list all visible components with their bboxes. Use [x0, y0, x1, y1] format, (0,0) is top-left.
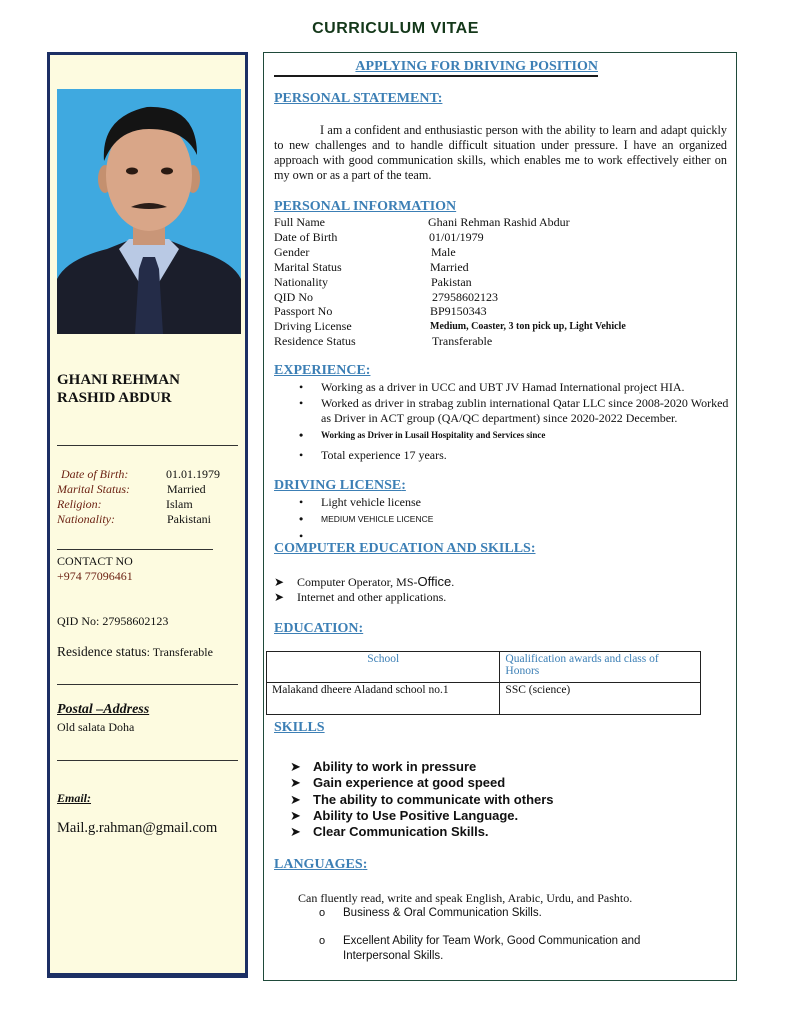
pi-row	[274, 230, 484, 244]
qid-number: QID No: 27958602123	[57, 614, 169, 628]
skill-item	[290, 808, 518, 824]
detail-value: Islam	[166, 497, 193, 511]
languages-heading: LANGUAGES:	[274, 857, 368, 872]
personal-statement-heading: PERSONAL STATEMENT:	[274, 91, 443, 106]
personal-info-heading: PERSONAL INFORMATION	[274, 199, 457, 214]
residence-value: : Transferable	[146, 645, 213, 659]
languages-heading-text: LANGUAGES	[274, 857, 363, 872]
pi-row	[274, 275, 472, 289]
profile-photo	[57, 89, 241, 334]
arrow-icon: ➤	[290, 792, 301, 807]
arrow-icon: ➤	[274, 590, 285, 604]
pi-label: Passport No	[274, 304, 333, 318]
personal-statement-text: I am a confident and enthusiastic person with the ability to learn and adapt quickly to new challenges and to handle difficult situation under pressure. I have an organized approach with good communication skills, which enables me to work effectively either on my own or as a part of the team.	[274, 123, 727, 182]
computer-skill-2	[274, 590, 446, 605]
arrow-icon: ➤	[274, 575, 285, 589]
computer-skill-1: ➤ Computer Operator, MS-Office.	[274, 574, 455, 589]
detail-label: Marital Status:	[57, 482, 131, 496]
pi-row	[274, 304, 487, 318]
sidebar-name	[57, 371, 247, 407]
pi-value: Transferable	[432, 334, 493, 348]
contact-label: CONTACT NO	[57, 554, 133, 568]
table-header-cell: Qualification awards and class of Honors	[500, 652, 701, 683]
detail-label: Date of Birth:	[61, 467, 129, 481]
arrow-icon: ➤	[290, 775, 301, 790]
detail-value: Pakistani	[167, 512, 211, 526]
postal-address: Old salata Doha	[57, 720, 135, 734]
detail-label: Religion:	[57, 497, 102, 511]
table-row	[267, 683, 701, 715]
language-sub-text: Business & Oral Communication Skills.	[343, 907, 542, 919]
applying-heading	[274, 59, 598, 77]
pi-row	[274, 290, 498, 304]
main-panel	[263, 52, 737, 981]
table-cell: SSC (science)	[500, 683, 701, 715]
language-sub-item	[319, 934, 683, 964]
skill-text: Clear Communication Skills.	[313, 824, 489, 839]
driving-license-heading-text: DRIVING LICENSE	[274, 478, 402, 493]
circle-bullet-icon: o	[319, 907, 326, 919]
pi-value: Male	[431, 245, 456, 259]
name-line-1: GHANI REHMAN	[57, 372, 180, 388]
experience-heading: EXPERIENCE:	[274, 363, 371, 378]
pi-label: Nationality	[274, 275, 328, 289]
driving-license-heading: DRIVING LICENSE:	[274, 478, 406, 493]
computer-skill-text: Computer Operator, MS-	[297, 575, 418, 589]
pi-value: Pakistan	[431, 275, 472, 289]
pi-row	[274, 319, 626, 333]
pi-label: Residence Status	[274, 334, 356, 348]
contact-number: +974 77096461	[57, 569, 133, 583]
postal-address-label: Postal –Address	[57, 702, 150, 717]
driving-license-list	[264, 495, 664, 544]
list-item: • Total experience 17 years.	[264, 448, 729, 463]
education-heading: EDUCATION:	[274, 621, 364, 636]
pi-label: Gender	[274, 245, 310, 259]
skill-item	[290, 824, 489, 840]
pi-row	[274, 334, 493, 348]
applying-text: APPLYING FOR DRIVING POSITION	[355, 59, 598, 74]
computer-skills-heading: COMPUTER EDUCATION AND SKILLS:	[274, 541, 536, 556]
cv-title: CURRICULUM VITAE	[312, 20, 479, 37]
pi-value: Medium, Coaster, 3 ton pick up, Light Vehicle	[430, 321, 626, 332]
divider	[57, 549, 213, 550]
arrow-icon: ➤	[290, 759, 301, 774]
table-cell: Malakand dheere Aladand school no.1	[267, 683, 500, 715]
list-item: • Worked as driver in strabag zublin international Qatar LLC since 2008-2020 Worked as Driver in ACT group (QA/QC department) since 2020-2022 December.	[264, 396, 729, 426]
list-item: • Working as Driver in Lusail Hospitality and Services since	[264, 428, 729, 443]
table-header-row	[267, 652, 701, 683]
pi-label: Date of Birth	[274, 230, 338, 244]
education-table	[266, 651, 701, 715]
residence-status	[57, 644, 213, 660]
name-line-2: RASHID ABDUR	[57, 390, 172, 406]
list-item: • Light vehicle license	[264, 495, 664, 510]
pi-row	[274, 215, 570, 229]
pi-row	[274, 245, 456, 259]
pi-label: Driving License	[274, 319, 352, 333]
languages-text: Can fluently read, write and speak English, Arabic, Urdu, and Pashto.	[298, 891, 633, 905]
computer-skill-text: Office	[417, 574, 452, 589]
skills-heading: SKILLS	[274, 720, 325, 735]
arrow-icon: ➤	[290, 824, 301, 839]
divider	[57, 760, 238, 761]
experience-list	[264, 380, 729, 463]
language-sub-item	[319, 906, 683, 921]
pi-label: Marital Status	[274, 260, 342, 274]
skill-text: Ability to work in pressure	[313, 759, 477, 774]
sidebar	[47, 52, 248, 978]
pi-value: 27958602123	[432, 290, 498, 304]
skill-text: The ability to communicate with others	[313, 792, 554, 807]
skill-item	[290, 775, 505, 791]
skill-text: Ability to Use Positive Language.	[313, 808, 519, 823]
circle-bullet-icon: o	[319, 935, 326, 947]
skill-text: Gain experience at good speed	[313, 775, 506, 790]
detail-label: Nationality:	[57, 512, 115, 526]
language-sub-text: Excellent Ability for Team Work, Good Communication and Interpersonal Skills.	[343, 935, 641, 962]
pi-value: 01/01/1979	[429, 230, 484, 244]
pi-row	[274, 260, 469, 274]
arrow-icon: ➤	[290, 808, 301, 823]
list-item: • MEDIUM VEHICLE LICENCE	[264, 512, 664, 527]
pi-label: Full Name	[274, 215, 325, 229]
detail-value: 01.01.1979	[166, 467, 220, 481]
pi-value: Married	[430, 260, 469, 274]
list-item: • Working as a driver in UCC and UBT JV Hamad International project HIA.	[264, 380, 729, 395]
table-header-cell: School	[267, 652, 500, 683]
skill-item	[290, 792, 554, 808]
residence-label: Residence status	[57, 644, 147, 659]
computer-skill-text: Internet and other applications.	[297, 590, 447, 604]
divider	[57, 445, 238, 446]
pi-value: BP9150343	[430, 304, 487, 318]
pi-label: QID No	[274, 290, 313, 304]
skill-item	[290, 759, 476, 775]
email-address[interactable]: Mail.g.rahman@gmail.com	[57, 820, 218, 836]
divider	[57, 684, 238, 685]
detail-value: Married	[167, 482, 206, 496]
pi-value: Ghani Rehman Rashid Abdur	[428, 215, 570, 229]
email-label: Email:	[57, 791, 92, 805]
